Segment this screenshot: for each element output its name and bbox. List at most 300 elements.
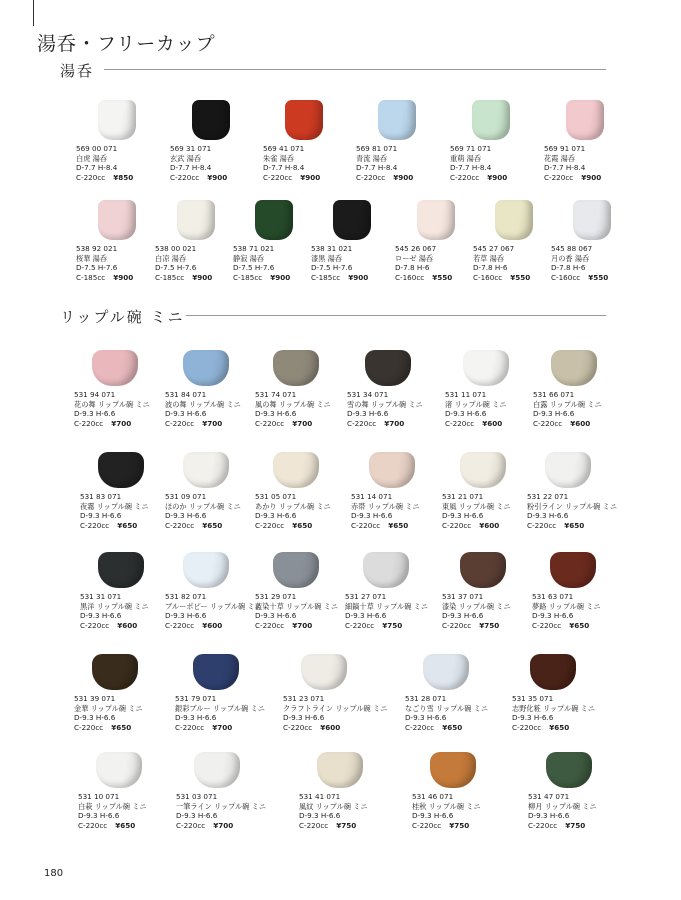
product-dimensions: D-9.3 H-6.6 <box>445 409 487 419</box>
product-name: 若草 湯呑 <box>473 253 505 263</box>
product-capacity: C-220cc <box>80 520 110 530</box>
product-text <box>533 390 633 428</box>
yunomi-item <box>263 96 363 182</box>
product-price: ¥900 <box>487 172 508 182</box>
product-dimensions: D-9.3 H-6.6 <box>347 409 389 419</box>
product-dimensions: D-7.7 H-8.4 <box>450 163 492 173</box>
cup-image <box>285 100 323 140</box>
product-capacity: C-220cc <box>347 418 377 428</box>
page-title: 湯呑・フリーカップ <box>37 33 216 55</box>
cup-image <box>98 452 144 488</box>
product-name: 東風 リップル碗 ミニ <box>442 501 511 511</box>
product-price: ¥750 <box>479 620 500 630</box>
product-photo <box>533 342 633 386</box>
ripple-item <box>532 544 632 630</box>
product-code: 531 84 071 <box>165 390 207 399</box>
product-code: 531 28 071 <box>405 694 447 703</box>
product-capacity: C-220cc <box>533 418 563 428</box>
ripple-item <box>442 544 542 630</box>
capacity-price <box>512 723 612 733</box>
cup-image <box>530 654 576 690</box>
product-dimensions: D-9.3 H-6.6 <box>80 511 122 521</box>
product-name: 朱雀 湯呑 <box>263 153 295 163</box>
capacity-price <box>528 821 628 831</box>
product-text <box>445 390 545 428</box>
capacity-price <box>170 173 270 183</box>
ripple-item <box>528 744 628 830</box>
product-dimensions: D-9.3 H-6.6 <box>80 611 122 621</box>
cup-image <box>566 100 604 140</box>
product-capacity: C-220cc <box>74 722 104 732</box>
product-text <box>263 144 363 182</box>
cup-image <box>495 200 533 240</box>
product-photo <box>78 744 178 788</box>
product-code: 531 79 071 <box>175 694 217 703</box>
product-price: ¥550 <box>510 272 531 282</box>
cup-image <box>333 200 371 240</box>
product-dimensions: D-7.8 H-6 <box>473 263 508 273</box>
product-dimensions: D-9.3 H-6.6 <box>351 511 393 521</box>
cup-image <box>369 452 415 488</box>
product-photo <box>527 444 627 488</box>
product-capacity: C-220cc <box>351 520 381 530</box>
capacity-price <box>347 419 447 429</box>
product-photo <box>412 744 512 788</box>
product-name: ほのか リップル碗 ミニ <box>165 501 241 511</box>
capacity-price <box>527 521 627 531</box>
product-text <box>356 144 456 182</box>
product-dimensions: D-9.3 H-6.6 <box>165 611 207 621</box>
capacity-price <box>175 723 275 733</box>
product-capacity: C-220cc <box>544 172 574 182</box>
product-text <box>165 390 265 428</box>
product-code: 531 31 071 <box>80 592 122 601</box>
capacity-price <box>533 419 633 429</box>
cup-image <box>177 200 215 240</box>
product-dimensions: D-7.7 H-8.4 <box>170 163 212 173</box>
product-price: ¥900 <box>270 272 291 282</box>
product-price: ¥700 <box>212 722 233 732</box>
product-dimensions: D-7.5 H-7.6 <box>311 263 353 273</box>
product-capacity: C-160cc <box>551 272 581 282</box>
product-code: 531 46 071 <box>412 792 454 801</box>
product-dimensions: D-9.3 H-6.6 <box>527 511 569 521</box>
product-capacity: C-220cc <box>176 820 206 830</box>
product-price: ¥700 <box>111 418 132 428</box>
product-price: ¥600 <box>482 418 503 428</box>
product-price: ¥750 <box>336 820 357 830</box>
yunomi-item <box>356 96 456 182</box>
section-heading-ripple: リップル碗 ミニ <box>60 308 185 326</box>
cup-image <box>417 200 455 240</box>
cup-image <box>92 654 138 690</box>
ripple-item <box>165 444 265 530</box>
product-code: 538 71 021 <box>233 244 275 253</box>
yunomi-item <box>544 96 644 182</box>
product-name: 桂秋 リップル碗 ミニ <box>412 801 481 811</box>
product-dimensions: D-9.3 H-6.6 <box>442 511 484 521</box>
product-capacity: C-220cc <box>442 520 472 530</box>
product-text <box>78 792 178 830</box>
product-text <box>76 144 176 182</box>
product-photo <box>351 444 451 488</box>
cup-image <box>192 100 230 140</box>
product-capacity: C-220cc <box>527 520 557 530</box>
product-name: 黒洋 リップル碗 ミニ <box>80 601 149 611</box>
cup-image <box>183 452 229 488</box>
product-name: 風の舞 リップル碗 ミニ <box>255 399 331 409</box>
product-price: ¥650 <box>115 820 136 830</box>
cup-image <box>96 752 142 788</box>
product-capacity: C-185cc <box>155 272 185 282</box>
product-photo <box>299 744 399 788</box>
cup-image <box>472 100 510 140</box>
product-text <box>165 492 265 530</box>
product-capacity: C-220cc <box>450 172 480 182</box>
product-photo <box>356 96 456 140</box>
product-price: ¥900 <box>192 272 213 282</box>
product-price: ¥700 <box>292 418 313 428</box>
product-capacity: C-220cc <box>445 418 475 428</box>
page-number: 180 <box>44 868 64 879</box>
product-price: ¥900 <box>113 272 134 282</box>
product-code: 531 66 071 <box>533 390 575 399</box>
product-dimensions: D-9.3 H-6.6 <box>78 811 120 821</box>
cup-image <box>546 752 592 788</box>
product-photo <box>165 544 265 588</box>
product-code: 531 82 071 <box>165 592 207 601</box>
product-capacity: C-220cc <box>299 820 329 830</box>
ripple-item <box>527 444 627 530</box>
product-dimensions: D-9.3 H-6.6 <box>532 611 574 621</box>
product-price: ¥600 <box>117 620 138 630</box>
product-price: ¥900 <box>300 172 321 182</box>
yunomi-item <box>450 96 550 182</box>
cup-image <box>463 350 509 386</box>
product-price: ¥900 <box>393 172 414 182</box>
cup-image <box>273 552 319 588</box>
product-code: 569 41 071 <box>263 144 305 153</box>
product-price: ¥700 <box>292 620 313 630</box>
product-dimensions: D-9.3 H-6.6 <box>345 611 387 621</box>
capacity-price <box>165 621 265 631</box>
product-text <box>450 144 550 182</box>
cup-image <box>194 752 240 788</box>
product-name: 玄武 湯呑 <box>170 153 202 163</box>
product-code: 531 41 071 <box>299 792 341 801</box>
product-name: 細鎬十草 リップル碗 ミニ <box>345 601 429 611</box>
cup-image <box>460 552 506 588</box>
ripple-item <box>78 744 178 830</box>
capacity-price <box>176 821 276 831</box>
product-price: ¥700 <box>384 418 405 428</box>
product-price: ¥550 <box>432 272 453 282</box>
ripple-item <box>74 342 174 428</box>
cup-image <box>550 552 596 588</box>
capacity-price <box>255 521 355 531</box>
product-code: 545 88 067 <box>551 244 593 253</box>
product-dimensions: D-9.3 H-6.6 <box>74 409 116 419</box>
product-dimensions: D-9.3 H-6.6 <box>299 811 341 821</box>
product-photo <box>176 744 276 788</box>
product-dimensions: D-9.3 H-6.6 <box>176 811 218 821</box>
product-photo <box>165 444 265 488</box>
product-price: ¥750 <box>449 820 470 830</box>
product-name: 花霞 湯呑 <box>544 153 576 163</box>
ripple-item <box>176 744 276 830</box>
product-code: 531 09 071 <box>165 492 207 501</box>
cup-image <box>545 452 591 488</box>
product-name: 静寂 湯呑 <box>233 253 265 263</box>
product-code: 538 92 021 <box>76 244 118 253</box>
cup-image <box>255 200 293 240</box>
capacity-price <box>255 419 355 429</box>
cup-image <box>423 654 469 690</box>
ripple-item <box>347 342 447 428</box>
product-text <box>74 390 174 428</box>
cup-image <box>363 552 409 588</box>
product-name: ローゼ 湯呑 <box>395 253 434 263</box>
ripple-item <box>283 646 388 732</box>
product-name: 志野化粧 リップル碗 ミニ <box>512 703 596 713</box>
product-photo <box>450 96 550 140</box>
product-price: ¥900 <box>207 172 228 182</box>
product-text <box>74 694 174 732</box>
cup-image <box>273 350 319 386</box>
product-price: ¥650 <box>569 620 590 630</box>
product-code: 531 11 071 <box>445 390 487 399</box>
capacity-price <box>442 621 542 631</box>
product-name: 夢路 リップル碗 ミニ <box>532 601 601 611</box>
product-name: 白凉 湯呑 <box>155 253 187 263</box>
product-capacity: C-220cc <box>74 418 104 428</box>
product-name: 漆黒 湯呑 <box>311 253 343 263</box>
product-code: 569 91 071 <box>544 144 586 153</box>
product-name: 白萩 リップル碗 ミニ <box>78 801 147 811</box>
product-photo <box>512 646 612 690</box>
product-text <box>255 592 355 630</box>
product-capacity: C-220cc <box>532 620 562 630</box>
product-price: ¥600 <box>320 722 341 732</box>
capacity-price <box>299 821 399 831</box>
product-capacity: C-220cc <box>345 620 375 630</box>
cup-image <box>98 100 136 140</box>
product-name: 銀彩ブルー リップル碗 ミニ <box>175 703 265 713</box>
product-price: ¥650 <box>117 520 138 530</box>
product-name: 粉引ライン リップル碗 ミニ <box>527 501 618 511</box>
yunomi-item <box>170 96 270 182</box>
ripple-item <box>445 342 545 428</box>
product-photo <box>175 646 275 690</box>
product-dimensions: D-7.8 H-6 <box>551 263 586 273</box>
product-price: ¥750 <box>565 820 586 830</box>
product-text <box>528 792 628 830</box>
product-code: 569 81 071 <box>356 144 398 153</box>
cup-image <box>378 100 416 140</box>
capacity-price <box>165 419 265 429</box>
cup-image <box>460 452 506 488</box>
capacity-price <box>255 621 355 631</box>
cup-image <box>183 350 229 386</box>
product-dimensions: D-7.7 H-8.4 <box>263 163 305 173</box>
product-dimensions: D-9.3 H-6.6 <box>528 811 570 821</box>
product-capacity: C-160cc <box>473 272 503 282</box>
product-code: 545 26 067 <box>395 244 437 253</box>
product-code: 531 05 071 <box>255 492 297 501</box>
cup-image <box>273 452 319 488</box>
capacity-price <box>74 419 174 429</box>
product-dimensions: D-9.3 H-6.6 <box>255 511 297 521</box>
product-name: 雪の舞 リップル碗 ミニ <box>347 399 423 409</box>
product-dimensions: D-9.3 H-6.6 <box>512 713 554 723</box>
product-name: 重萌 湯呑 <box>450 153 482 163</box>
product-name: 漆染 リップル碗 ミニ <box>442 601 511 611</box>
product-dimensions: D-9.3 H-6.6 <box>405 713 447 723</box>
product-photo <box>76 96 176 140</box>
header-rule-vertical <box>33 0 34 26</box>
ripple-item <box>165 544 265 630</box>
capacity-price <box>356 173 456 183</box>
product-dimensions: D-9.3 H-6.6 <box>74 713 116 723</box>
product-price: ¥600 <box>570 418 591 428</box>
product-capacity: C-220cc <box>80 620 110 630</box>
product-text <box>405 694 505 732</box>
product-price: ¥850 <box>113 172 134 182</box>
ripple-item <box>351 444 451 530</box>
product-text <box>283 694 388 732</box>
capacity-price <box>412 821 512 831</box>
product-capacity: C-220cc <box>263 172 293 182</box>
product-photo <box>442 544 542 588</box>
product-text <box>299 792 399 830</box>
product-capacity: C-220cc <box>255 418 285 428</box>
product-text <box>347 390 447 428</box>
capacity-price <box>74 723 174 733</box>
product-code: 538 31 021 <box>311 244 353 253</box>
product-dimensions: D-9.3 H-6.6 <box>283 713 325 723</box>
ripple-item <box>255 444 355 530</box>
capacity-price <box>263 173 363 183</box>
product-dimensions: D-7.7 H-8.4 <box>76 163 118 173</box>
product-capacity: C-160cc <box>395 272 425 282</box>
section-rule-yunomi <box>104 69 606 70</box>
yunomi-item <box>551 196 651 282</box>
product-name: 藍染十草 リップル碗 ミニ <box>255 601 339 611</box>
product-photo <box>74 646 174 690</box>
cup-image <box>430 752 476 788</box>
product-dimensions: D-7.5 H-7.6 <box>155 263 197 273</box>
product-code: 531 74 071 <box>255 390 297 399</box>
product-dimensions: D-7.8 H-6 <box>395 263 430 273</box>
product-photo <box>551 196 651 240</box>
capacity-price <box>445 419 545 429</box>
product-name: 青流 湯呑 <box>356 153 388 163</box>
product-code: 531 22 071 <box>527 492 569 501</box>
product-photo <box>347 342 447 386</box>
ripple-item <box>255 544 355 630</box>
ripple-item <box>175 646 275 732</box>
product-capacity: C-220cc <box>170 172 200 182</box>
capacity-price <box>76 173 176 183</box>
product-code: 531 03 071 <box>176 792 218 801</box>
capacity-price <box>532 621 632 631</box>
product-capacity: C-220cc <box>356 172 386 182</box>
product-capacity: C-220cc <box>175 722 205 732</box>
product-capacity: C-220cc <box>412 820 442 830</box>
product-name: クラフトライン リップル碗 ミニ <box>283 703 388 713</box>
product-code: 531 10 071 <box>78 792 120 801</box>
product-photo <box>532 544 632 588</box>
product-name: 風紋 リップル碗 ミニ <box>299 801 368 811</box>
product-text <box>442 592 542 630</box>
product-text <box>345 592 445 630</box>
product-text <box>175 694 275 732</box>
product-photo <box>528 744 628 788</box>
capacity-price <box>78 821 178 831</box>
product-price: ¥650 <box>549 722 570 732</box>
ripple-item <box>165 342 265 428</box>
product-dimensions: D-7.7 H-8.4 <box>544 163 586 173</box>
product-capacity: C-220cc <box>442 620 472 630</box>
product-photo <box>263 96 363 140</box>
product-name: あかり リップル碗 ミニ <box>255 501 331 511</box>
product-text <box>165 592 265 630</box>
product-capacity: C-220cc <box>165 620 195 630</box>
product-dimensions: D-9.3 H-6.6 <box>533 409 575 419</box>
product-photo <box>74 342 174 386</box>
product-text <box>412 792 512 830</box>
product-photo <box>544 96 644 140</box>
product-price: ¥650 <box>111 722 132 732</box>
product-name: 柳月 リップル碗 ミニ <box>528 801 597 811</box>
product-code: 531 35 071 <box>512 694 554 703</box>
product-name: なごり雪 リップル碗 ミニ <box>405 703 489 713</box>
product-price: ¥900 <box>348 272 369 282</box>
product-text <box>176 792 276 830</box>
product-capacity: C-220cc <box>512 722 542 732</box>
product-code: 569 00 071 <box>76 144 118 153</box>
product-code: 531 94 071 <box>74 390 116 399</box>
product-text <box>544 144 644 182</box>
product-name: 波の舞 リップル碗 ミニ <box>165 399 241 409</box>
product-dimensions: D-9.3 H-6.6 <box>165 409 207 419</box>
product-photo <box>405 646 505 690</box>
product-price: ¥650 <box>292 520 313 530</box>
cup-image <box>551 350 597 386</box>
product-price: ¥750 <box>382 620 403 630</box>
product-dimensions: D-7.7 H-8.4 <box>356 163 398 173</box>
product-text <box>527 492 627 530</box>
capacity-price <box>450 173 550 183</box>
product-price: ¥600 <box>202 620 223 630</box>
product-code: 531 34 071 <box>347 390 389 399</box>
product-name: 渚 リップル碗 ミニ <box>445 399 507 409</box>
product-name: 赤帯 リップル碗 ミニ <box>351 501 420 511</box>
product-price: ¥650 <box>442 722 463 732</box>
ripple-item <box>412 744 512 830</box>
product-name: 桜華 湯呑 <box>76 253 108 263</box>
product-code: 531 83 071 <box>80 492 122 501</box>
cup-image <box>98 552 144 588</box>
product-photo <box>165 342 265 386</box>
cup-image <box>301 654 347 690</box>
product-code: 531 21 071 <box>442 492 484 501</box>
section-rule-ripple <box>186 315 606 316</box>
product-dimensions: D-7.5 H-7.6 <box>76 263 118 273</box>
cup-image <box>365 350 411 386</box>
product-name: 花の舞 リップル碗 ミニ <box>74 399 150 409</box>
cup-image <box>317 752 363 788</box>
